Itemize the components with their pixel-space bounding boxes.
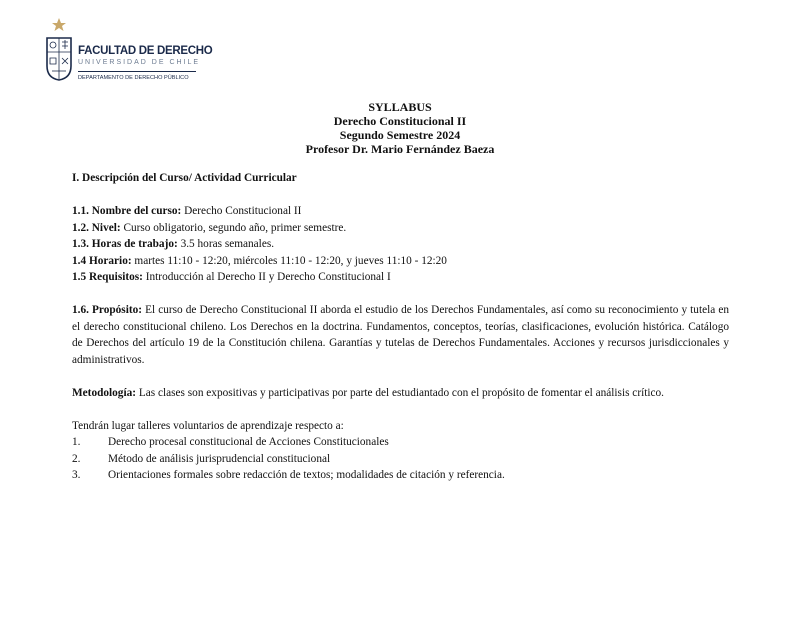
department-name: DEPARTAMENTO DE DERECHO PÚBLICO [78,75,189,81]
field-level: 1.2. Nivel: Curso obligatorio, segundo año, primer semestre. [72,221,347,234]
document-body [72,170,729,484]
list-item: 1. Derecho procesal constitucional de Acciones Constitucionales [72,436,389,448]
document-title [0,100,800,156]
title-line-1: SYLLABUS [368,100,432,114]
title-line-3: Segundo Semestre 2024 [339,128,461,142]
methodology-paragraph: Metodología: Las clases son expositivas y participativas por parte del estudiantado con el propósito de fomentar el análisis crítico. [72,386,664,399]
workshops-intro: Tendrán lugar talleres voluntarios de aprendizaje respecto a: [72,419,344,432]
title-line-2: Derecho Constitucional II [333,114,467,128]
field-requirements: 1.5 Requisitos: Introducción al Derecho II y Derecho Constitucional I [72,271,391,283]
title-line-4: Profesor Dr. Mario Fernández Baeza [305,142,495,156]
field-course-name: 1.1. Nombre del curso: Derecho Constitucional II [72,205,302,217]
purpose-paragraph: 1.6. Propósito: El curso de Derecho Constitucional II aborda el estudio de los Derechos Fundamentales, así como su reconocimiento y tutela en el derecho constitucional chileno. Los Derechos en la doctrina. Fundamentos, conceptos, teorías, clasificaciones, evolución histórica. Catálogo de Derechos del artículo 19 de la Constitución chilena. Garantías y tutelas de Derechos Fundamentales. Acciones y recursos jurisdiccionales y administrativos. [72,304,729,366]
university-name: UNIVERSIDAD DE CHILE [78,59,201,66]
university-crest-icon [44,16,74,82]
logo-divider [78,71,196,72]
section-heading: I. Descripción del Curso/ Actividad Curricular [72,172,297,184]
list-item: 2. Método de análisis jurisprudencial constitucional [72,452,331,465]
faculty-name: FACULTAD DE DERECHO [78,45,213,57]
list-item: 3. Orientaciones formales sobre redacción de textos; modalidades de citación y referencia. [72,469,505,481]
field-hours: 1.3. Horas de trabajo: 3.5 horas semanales. [72,238,275,250]
faculty-logo [44,16,214,86]
field-schedule: 1.4 Horario: martes 11:10 - 12:20, miércoles 11:10 - 12:20, y jueves 11:10 - 12:20 [72,254,447,267]
